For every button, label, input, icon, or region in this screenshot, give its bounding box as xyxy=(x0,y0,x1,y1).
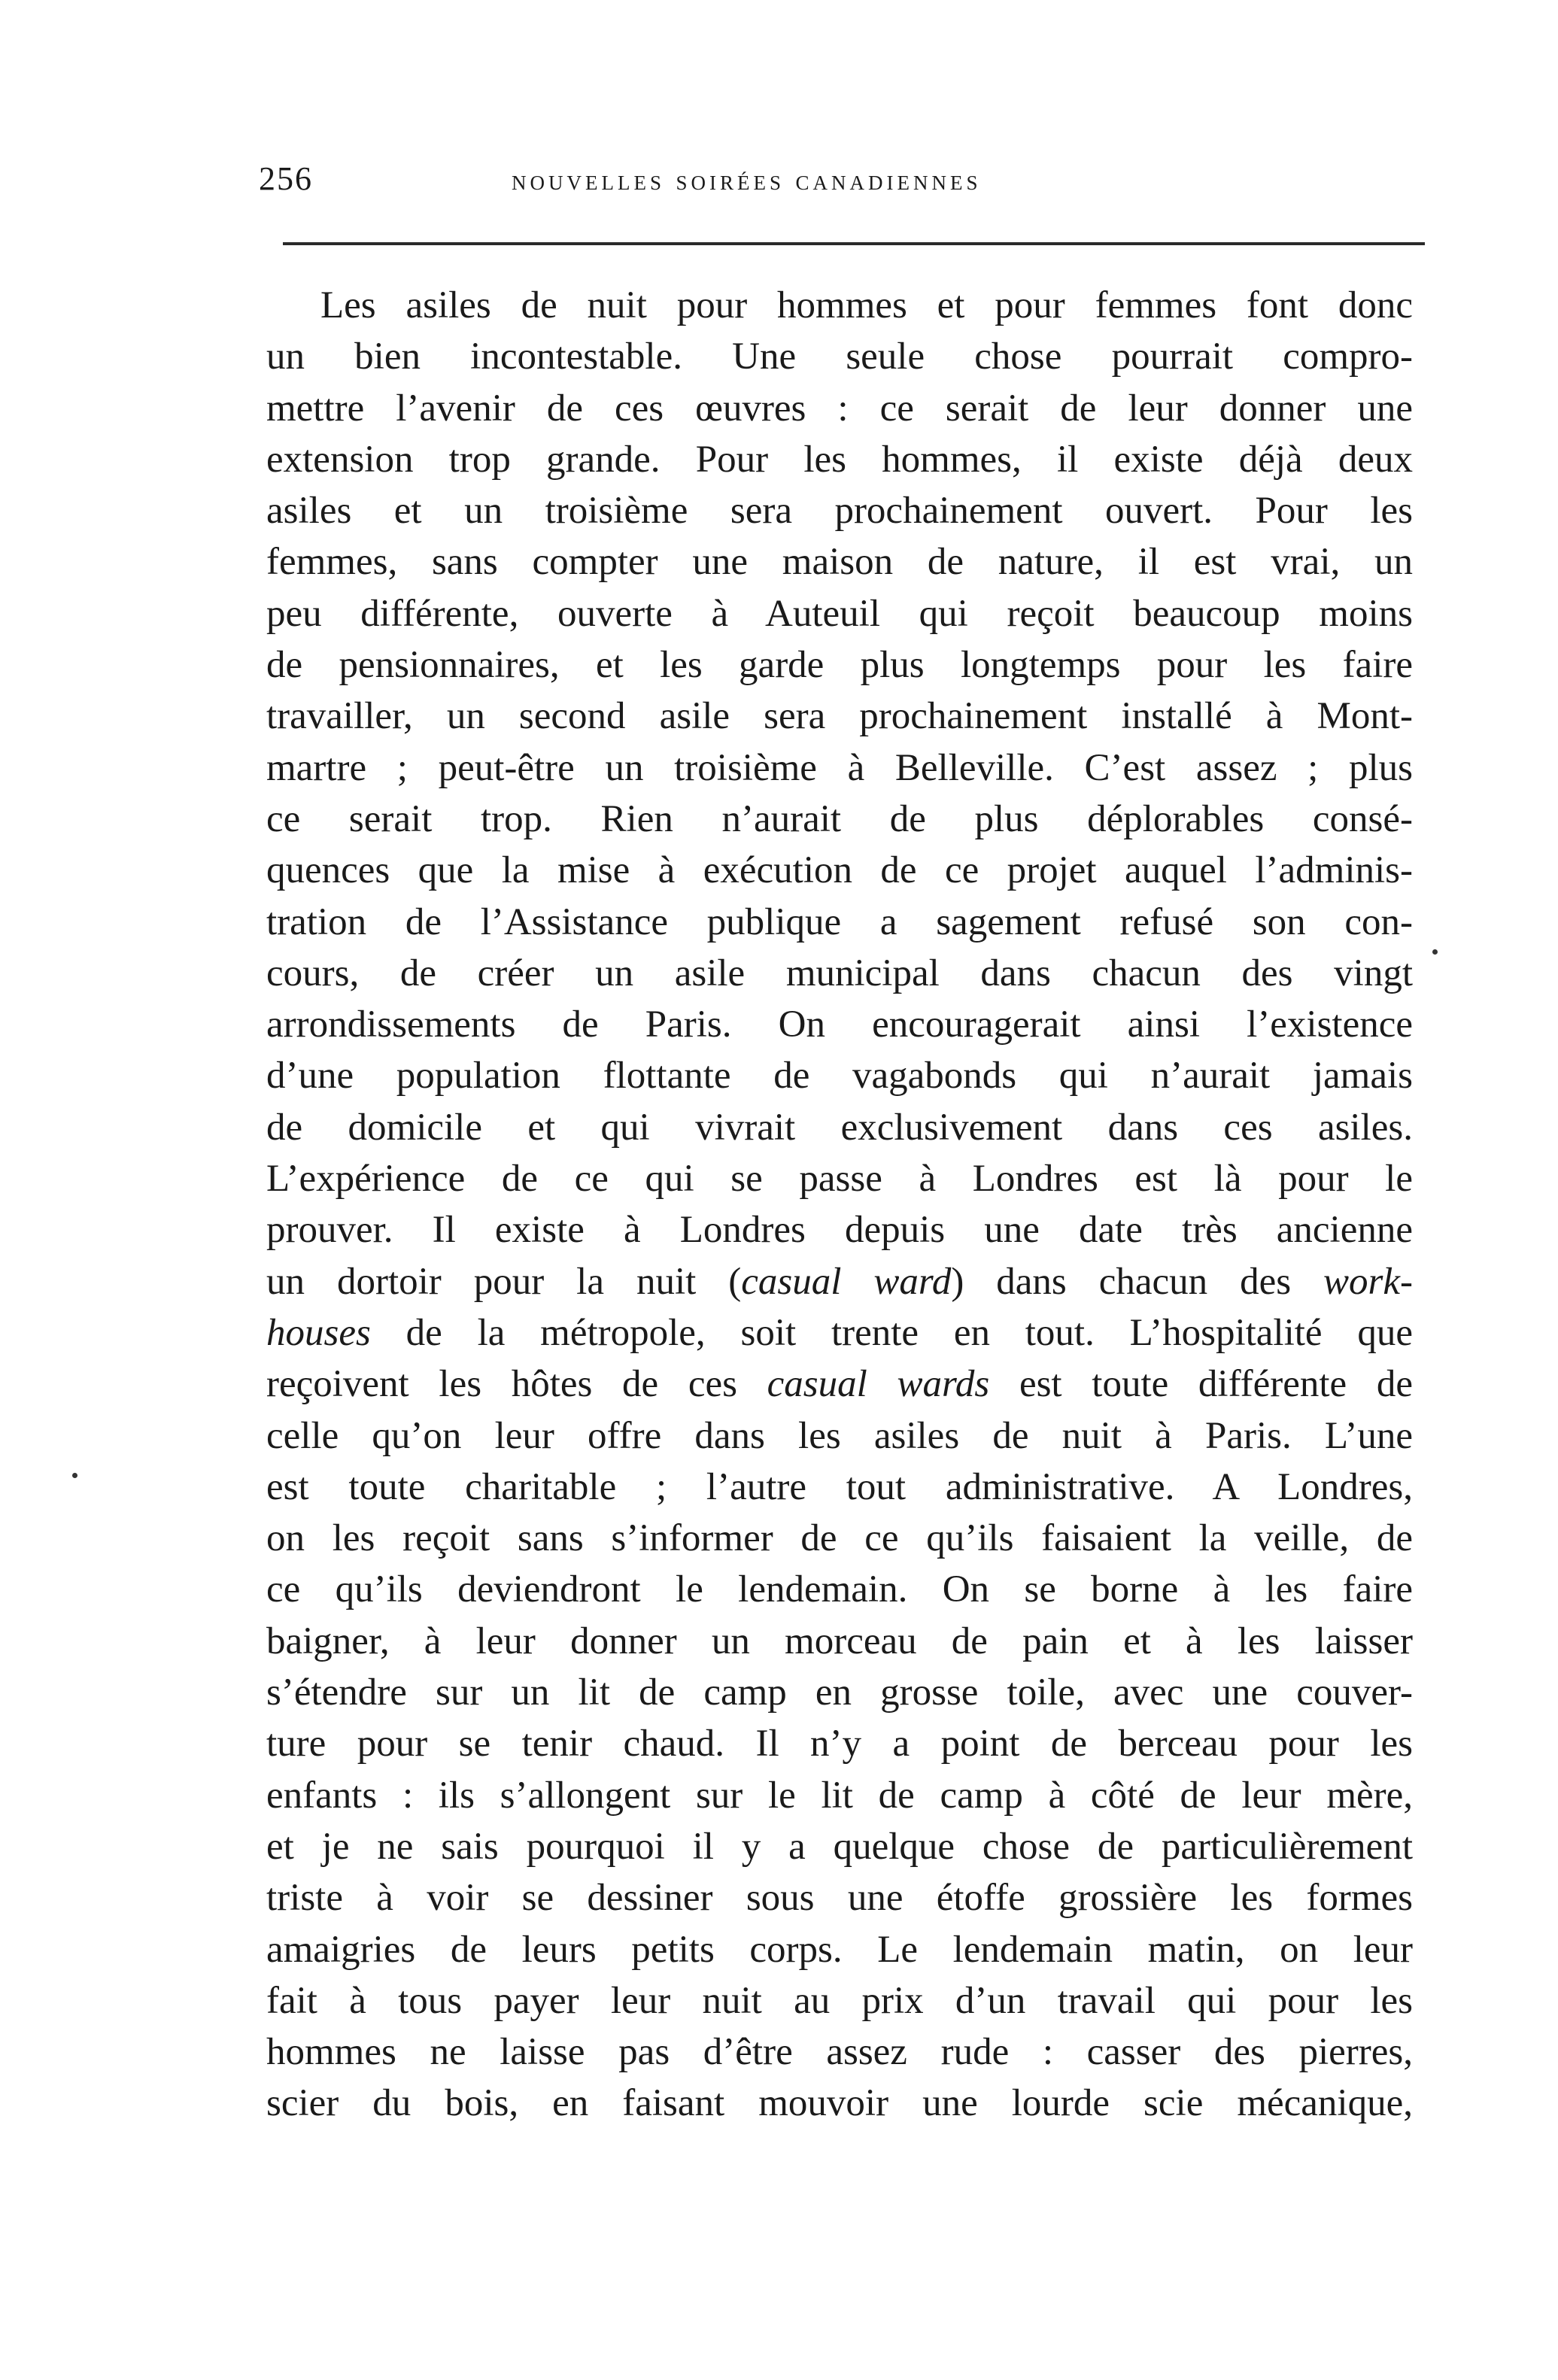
text-line: ce serait trop. Rien n’aurait de plus déplorables consé- xyxy=(266,797,1413,840)
header-rule xyxy=(283,242,1425,245)
text-line: travailler, un second asile sera prochainement installé à Mont- xyxy=(266,695,1413,738)
text-line: d’une population flottante de vagabonds qui n’aurait jamais xyxy=(266,1055,1413,1097)
text-line: s’étendre sur un lit de camp en grosse toile, avec une couver- xyxy=(266,1671,1413,1714)
text-line: un bien incontestable. Une seule chose pourrait compro- xyxy=(266,335,1413,378)
text-line: de domicile et qui vivrait exclusivement dans ces asiles. xyxy=(266,1106,1413,1149)
text-line: L’expérience de ce qui se passe à Londres est là pour le xyxy=(266,1158,1413,1201)
text-line: on les reçoit sans s’informer de ce qu’ils faisaient la veille, de xyxy=(266,1517,1413,1560)
running-head: nouvelles soirées canadiennes xyxy=(512,165,982,196)
text-line: Les asiles de nuit pour hommes et pour femmes font donc xyxy=(320,284,1413,326)
text-line: prouver. Il existe à Londres depuis une date très ancienne xyxy=(266,1209,1413,1252)
body-text xyxy=(266,280,1413,2130)
text-line: un dortoir pour la nuit (casual ward) dans chacun des work- xyxy=(266,1260,1414,1303)
stray-mark xyxy=(1432,949,1438,955)
text-line: ture pour se tenir chaud. Il n’y a point de berceau pour les xyxy=(266,1723,1413,1765)
stray-mark xyxy=(72,1473,77,1478)
text-line: amaigries de leurs petits corps. Le lendemain matin, on leur xyxy=(266,1928,1413,1971)
text-line: arrondissements de Paris. On encouragerait ainsi l’existence xyxy=(266,1003,1413,1046)
text-line: celle qu’on leur offre dans les asiles de nuit à Paris. L’une xyxy=(266,1414,1413,1457)
text-line: reçoivent les hôtes de ces casual wards est toute différente de xyxy=(266,1363,1413,1406)
text-line: triste à voir se dessiner sous une étoffe grossière les formes xyxy=(266,1877,1413,1920)
text-line: extension trop grande. Pour les hommes, il existe déjà deux xyxy=(266,438,1413,481)
text-line: enfants : ils s’allongent sur le lit de camp à côté de leur mère, xyxy=(266,1774,1413,1817)
text-line: cours, de créer un asile municipal dans chacun des vingt xyxy=(266,952,1413,994)
text-line: et je ne sais pourquoi il y a quelque chose de particulièrement xyxy=(266,1825,1413,1868)
text-line: femmes, sans compter une maison de nature, il est vrai, un xyxy=(266,541,1413,584)
text-line: tration de l’Assistance publique a sagement refusé son con- xyxy=(266,900,1413,943)
text-line: baigner, à leur donner un morceau de pain et à les laisser xyxy=(266,1620,1413,1662)
text-line: houses de la métropole, soit trente en tout. L’hospitalité que xyxy=(266,1311,1413,1354)
text-line: peu différente, ouverte à Auteuil qui reçoit beaucoup moins xyxy=(266,592,1413,635)
text-line: martre ; peut-être un troisième à Belleville. C’est assez ; plus xyxy=(266,746,1413,789)
text-line: fait à tous payer leur nuit au prix d’un travail qui pour les xyxy=(266,1979,1413,2022)
text-line: de pensionnaires, et les garde plus longtemps pour les faire xyxy=(266,644,1413,687)
text-line: ce qu’ils deviendront le lendemain. On se borne à les faire xyxy=(266,1568,1413,1611)
text-line: asiles et un troisième sera prochainement ouvert. Pour les xyxy=(266,490,1413,533)
text-line: scier du bois, en faisant mouvoir une lourde scie mécanique, xyxy=(266,2082,1413,2125)
text-line: hommes ne laisse pas d’être assez rude : casser des pierres, xyxy=(266,2031,1413,2074)
text-line: mettre l’avenir de ces œuvres : ce serait de leur donner une xyxy=(266,387,1413,430)
page-number: 256 xyxy=(259,160,313,197)
text-line: est toute charitable ; l’autre tout administrative. A Londres, xyxy=(266,1465,1413,1508)
text-line: quences que la mise à exécution de ce projet auquel l’adminis- xyxy=(266,849,1413,892)
